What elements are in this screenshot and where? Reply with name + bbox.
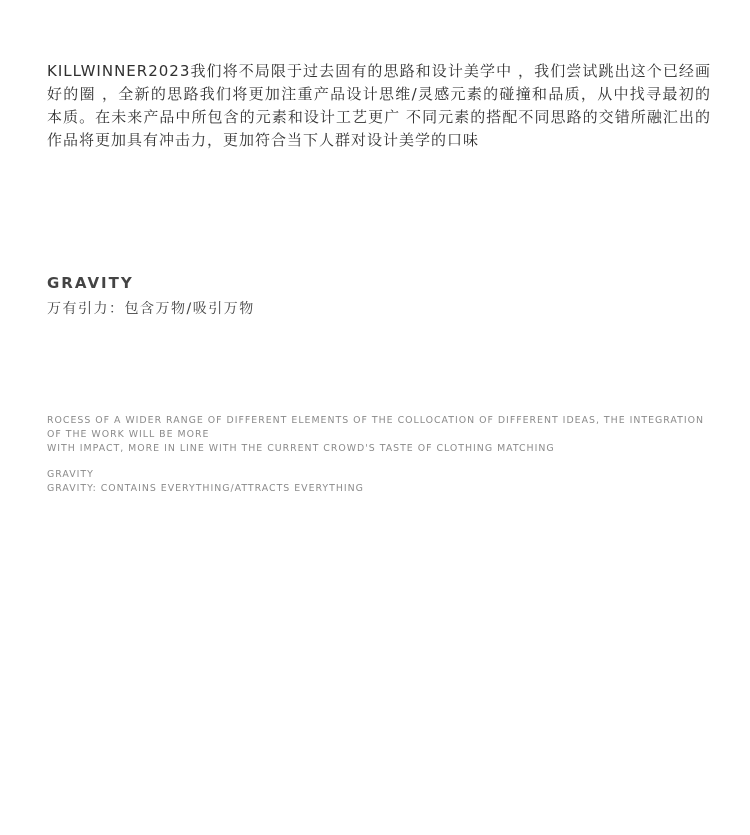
english-gravity-title: GRAVITY xyxy=(47,469,94,481)
intro-paragraph: KILLWINNER2023我们将不局限于过去固有的思路和设计美学中 ，我们尝试跳出这个已经画好的圈 ，全新的思路我们将更加注重产品设计思维/灵感元素的碰撞和品质，从中找寻最初的本质。在未来产品中所包含的元素和设计工艺更广 不同元素的搭配不同思路的交错所融汇出的作品将更加具有冲击力，更加符合当下人群对设计美学的口味 xyxy=(47,62,711,149)
english-paragraph-line2: WITH IMPACT, MORE IN LINE WITH THE CURRENT CROWD'S TASTE OF CLOTHING MATCHING xyxy=(47,442,555,454)
english-paragraph-line1: ROCESS OF A WIDER RANGE OF DIFFERENT ELEMENTS OF THE COLLOCATION OF DIFFERENT IDEAS, THE INTEGRATION OF THE WORK WILL BE MORE xyxy=(47,415,704,440)
gravity-title: GRAVITY xyxy=(47,274,134,292)
spacer xyxy=(47,455,711,468)
english-text-block xyxy=(47,414,711,496)
english-gravity-subtitle: GRAVITY: CONTAINS EVERYTHING/ATTRACTS EVERYTHING xyxy=(47,483,364,495)
gravity-subtitle: 万有引力：包含万物/吸引万物 xyxy=(47,301,255,317)
